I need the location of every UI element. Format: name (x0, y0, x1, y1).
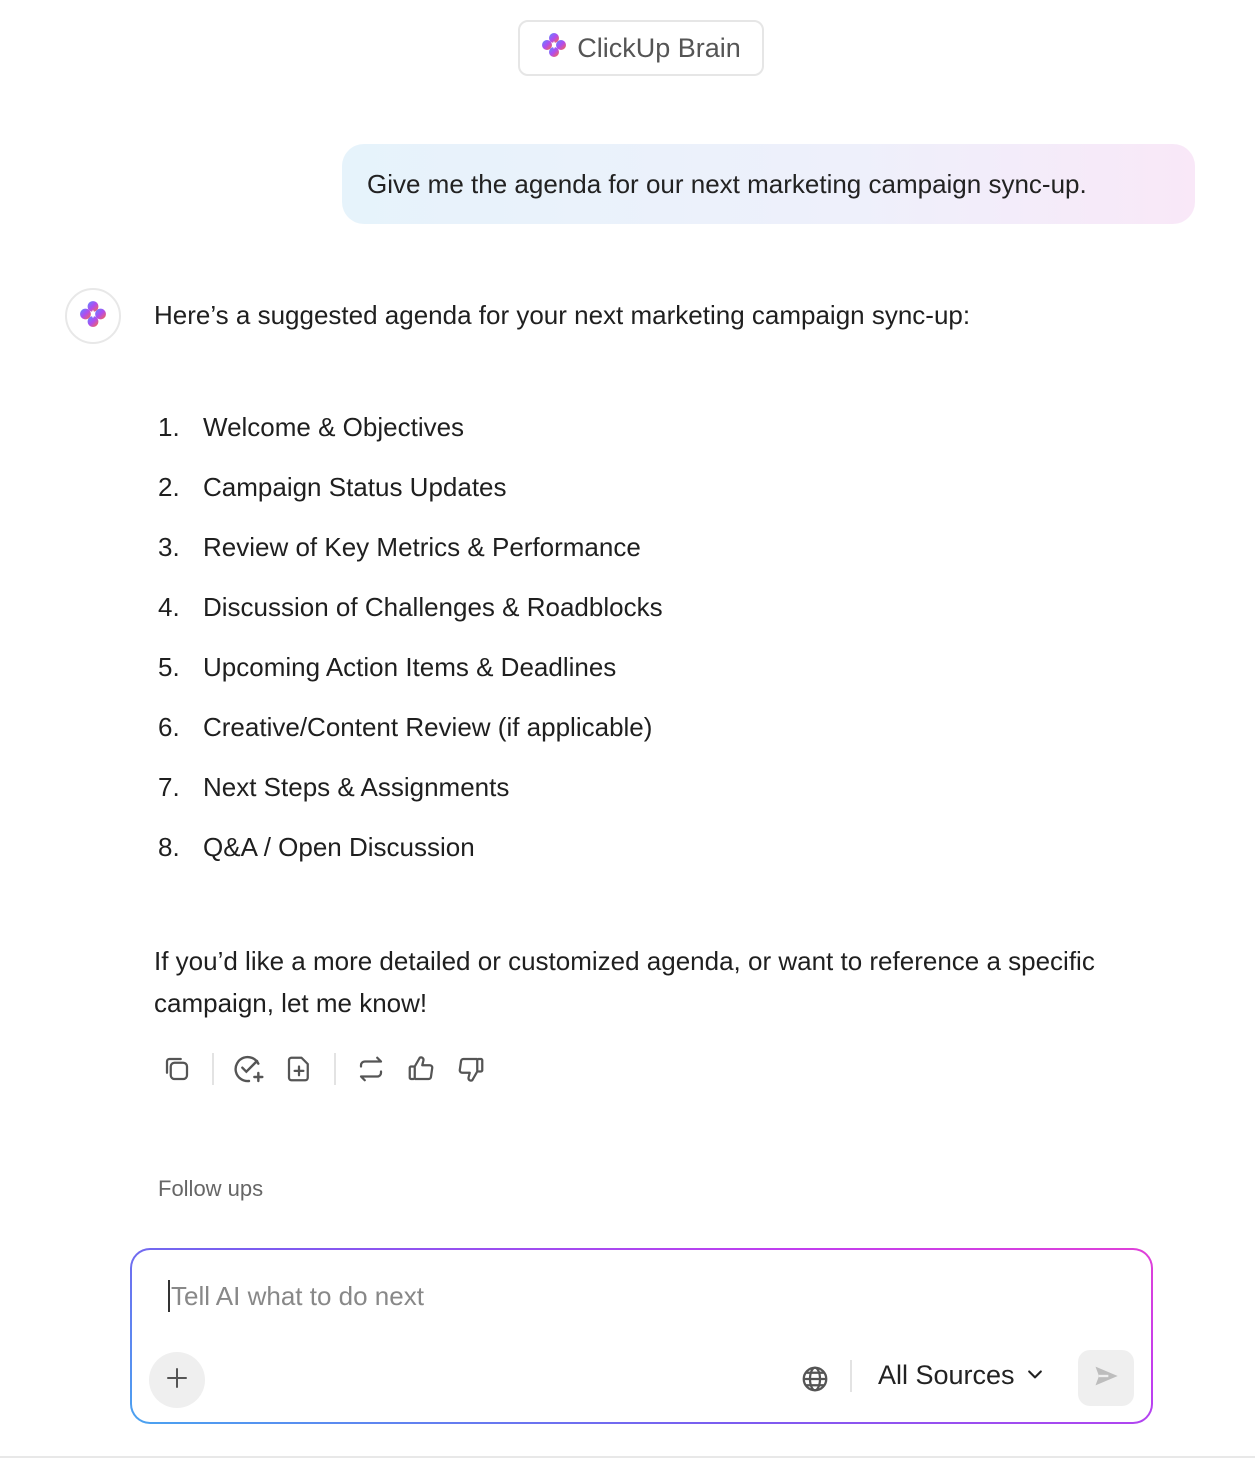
follow-ups-label: Follow ups (158, 1176, 264, 1201)
response-intro: Here’s a suggested agenda for your next marketing campaign sync-up: (154, 300, 971, 330)
clickup-brain-logo-icon (541, 32, 567, 65)
user-message-bubble (342, 144, 1195, 224)
agenda-item (158, 532, 663, 592)
agenda-item (158, 412, 663, 472)
agenda-item (158, 832, 663, 892)
globe-icon[interactable] (800, 1364, 830, 1399)
ai-avatar (65, 288, 121, 344)
item-text: Welcome & Objectives (203, 412, 465, 442)
agenda-list (158, 412, 663, 892)
divider (0, 1456, 1255, 1458)
add-doc-icon[interactable] (282, 1052, 316, 1086)
divider (850, 1360, 852, 1392)
send-button[interactable] (1078, 1350, 1134, 1406)
item-text: Next Steps & Assignments (203, 772, 510, 802)
app-title: ClickUp Brain (577, 32, 741, 63)
sources-label: All Sources (878, 1360, 1015, 1390)
item-number: 1. (158, 412, 180, 442)
plus-icon (165, 1366, 189, 1395)
response-actions (160, 1052, 504, 1086)
item-number: 7. (158, 772, 180, 802)
user-message-text: Give me the agenda for our next marketing campaign sync-up. (367, 168, 1087, 199)
item-number: 2. (158, 472, 180, 502)
thumbs-down-icon[interactable] (454, 1052, 488, 1086)
regenerate-icon[interactable] (354, 1052, 388, 1086)
response-outro: If you’d like a more detailed or customized agenda, or want to reference a specific campaign, let me know! (154, 946, 1095, 1018)
copy-icon[interactable] (160, 1052, 194, 1086)
item-text: Review of Key Metrics & Performance (203, 532, 641, 562)
item-number: 8. (158, 832, 180, 862)
item-number: 3. (158, 532, 180, 562)
agenda-item (158, 472, 663, 532)
thumbs-up-icon[interactable] (404, 1052, 438, 1086)
item-number: 5. (158, 652, 180, 682)
divider (212, 1053, 214, 1085)
prompt-input[interactable]: Tell AI what to do next (168, 1280, 424, 1312)
clickup-brain-logo-icon (79, 300, 107, 333)
agenda-item (158, 592, 663, 652)
item-text: Campaign Status Updates (203, 472, 507, 502)
app-title-badge (518, 20, 764, 76)
agenda-item (158, 652, 663, 712)
composer (130, 1248, 1153, 1424)
sources-dropdown[interactable] (878, 1360, 1045, 1391)
agenda-item (158, 772, 663, 832)
send-icon (1092, 1362, 1120, 1395)
item-number: 6. (158, 712, 180, 742)
chevron-down-icon (1025, 1360, 1045, 1391)
item-number: 4. (158, 592, 180, 622)
item-text: Q&A / Open Discussion (203, 832, 475, 862)
add-task-icon[interactable] (232, 1052, 266, 1086)
add-attachment-button[interactable] (149, 1352, 205, 1408)
divider (334, 1053, 336, 1085)
item-text: Discussion of Challenges & Roadblocks (203, 592, 663, 622)
agenda-item (158, 712, 663, 772)
item-text: Creative/Content Review (if applicable) (203, 712, 653, 742)
item-text: Upcoming Action Items & Deadlines (203, 652, 617, 682)
